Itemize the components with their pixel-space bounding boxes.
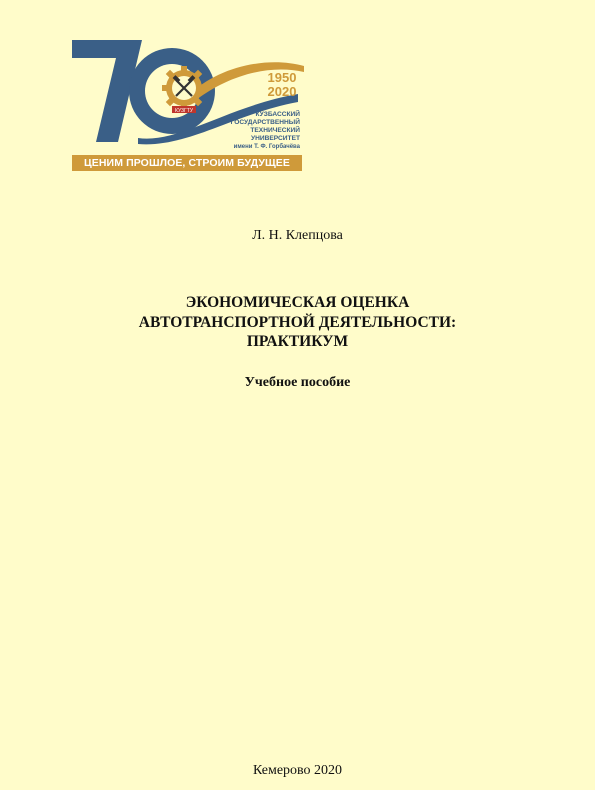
title-line-2: АВТОТРАНСПОРТНОЙ ДЕЯТЕЛЬНОСТИ: bbox=[138, 313, 457, 331]
years-start-label: 1950 bbox=[267, 70, 297, 85]
logo-slogan-banner: ЦЕНИМ ПРОШЛОЕ, СТРОИМ БУДУЩЕЕ bbox=[72, 155, 302, 171]
book-subtitle: Учебное пособие bbox=[244, 375, 351, 390]
author-name: Л. Н. Клепцова bbox=[252, 228, 343, 243]
university-line-3: ТЕХНИЧЕСКИЙ bbox=[250, 127, 300, 134]
university-line-2: ГОСУДАРСТВЕННЫЙ bbox=[230, 119, 300, 126]
university-line-1: КУЗБАССКИЙ bbox=[255, 111, 300, 118]
years-end-label: 2020 bbox=[267, 84, 297, 99]
logo-graphic bbox=[68, 36, 306, 156]
book-title bbox=[0, 293, 595, 352]
title-line-1: ЭКОНОМИЧЕСКАЯ ОЦЕНКА bbox=[185, 294, 410, 311]
publication-city-year: Кемерово 2020 bbox=[252, 763, 343, 778]
university-line-5: имени Т. Ф. Горбачёва bbox=[233, 144, 300, 150]
university-line-4: УНИВЕРСИТЕТ bbox=[251, 135, 300, 142]
university-anniversary-logo bbox=[68, 36, 306, 176]
title-line-3: ПРАКТИКУМ bbox=[246, 333, 349, 350]
emblem-ribbon-text: КУЗГТУ bbox=[175, 108, 193, 114]
